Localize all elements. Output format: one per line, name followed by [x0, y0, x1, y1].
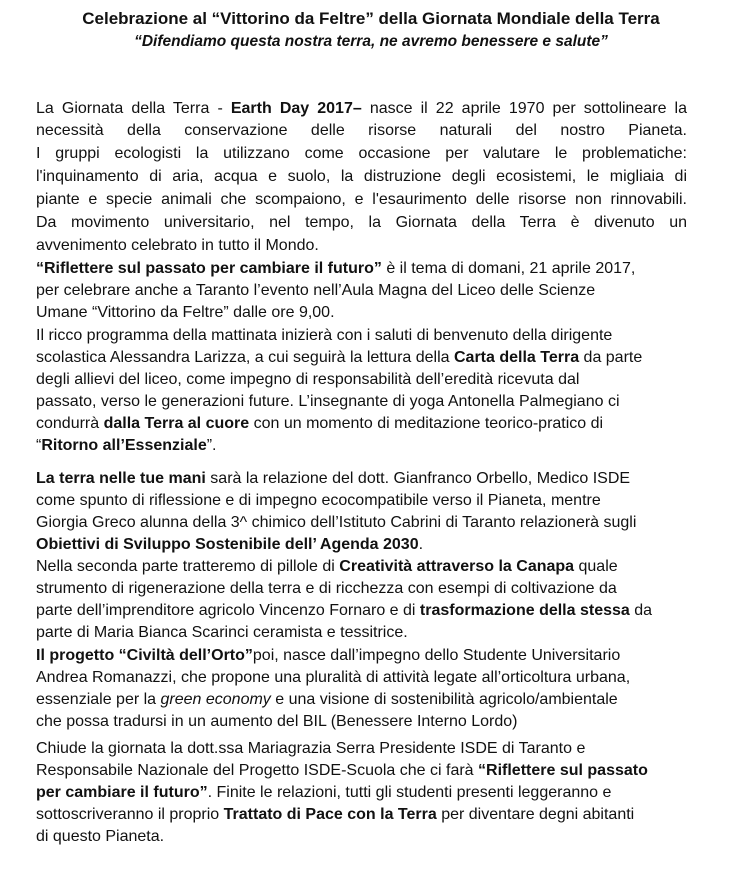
text-segment: avvenimento celebrato in tutto il Mondo. — [36, 237, 319, 254]
text-segment: Responsabile Nazionale del Progetto ISDE-Scuola che ci farà — [36, 762, 479, 779]
text-line — [36, 622, 408, 644]
text-line — [36, 143, 687, 165]
bold-text: per cambiare il futuro” — [36, 784, 208, 801]
text-segment: da parte — [579, 349, 643, 366]
text-segment: nasce il 22 aprile 1970 per sottolineare la — [361, 100, 688, 117]
bold-text: Obiettivi di Sviluppo Sostenibile dell’ Agenda 2030 — [36, 536, 419, 553]
text-line — [36, 826, 164, 848]
bold-text: “Riflettere sul passato per cambiare il futuro” — [36, 260, 382, 277]
text-line — [36, 212, 687, 234]
text-segment: Da movimento universitario, nel tempo, la Giornata della Terra è divenuto un — [36, 214, 687, 231]
text-segment: e una visione di sostenibilità agricolo/ambientale — [270, 691, 618, 708]
text-line — [36, 468, 630, 490]
text-segment: Giorgia Greco alunna della 3^ chimico dell’Istituto Cabrini di Taranto relazionerà sugli — [36, 514, 637, 531]
text-line — [36, 189, 687, 211]
italic-text: green economy — [160, 691, 271, 708]
text-segment: come spunto di riflessione e di impegno ecocompatibile verso il Pianeta, mentre — [36, 492, 601, 509]
text-line — [36, 302, 335, 324]
text-segment: . — [418, 536, 424, 553]
text-segment: poi, nasce dall’impegno dello Studente Universitario — [252, 647, 621, 664]
text-line — [36, 556, 618, 578]
text-segment: per diventare degni abitanti — [436, 806, 635, 823]
text-line — [36, 760, 648, 782]
bold-text: trasformazione della stessa — [419, 602, 630, 619]
text-segment: sarà la relazione del dott. Gianfranco Orbello, Medico ISDE — [205, 470, 631, 487]
text-line — [36, 782, 611, 804]
bold-text: dalla Terra al cuore — [103, 415, 250, 432]
text-segment: essenziale per la — [36, 691, 161, 708]
text-segment: passato, verso le generazioni future. L’insegnante di yoga Antonella Palmegiano ci — [36, 393, 620, 410]
text-line — [36, 534, 423, 556]
text-line — [36, 738, 585, 760]
text-segment: Andrea Romanazzi, che propone una pluralità di attività legate all’orticoltura urbana, — [36, 669, 631, 686]
text-line — [36, 490, 601, 512]
text-line — [36, 280, 595, 302]
text-segment: quale — [574, 558, 618, 575]
text-line — [36, 645, 620, 667]
text-segment: Chiude la giornata la dott.ssa Mariagrazia Serra Presidente ISDE di Taranto e — [36, 740, 586, 757]
text-segment: parte dell’imprenditore agricolo Vincenzo Fornaro e di — [36, 602, 420, 619]
text-segment: per celebrare anche a Taranto l’evento nell’Aula Magna del Liceo delle Scienze — [36, 282, 596, 299]
bold-text: Earth Day 2017– — [230, 100, 362, 117]
text-line — [36, 667, 630, 689]
text-segment: condurrà — [36, 415, 104, 432]
text-segment: sottoscriveranno il proprio — [36, 806, 224, 823]
bold-text: Trattato di Pace con la Terra — [223, 806, 437, 823]
text-segment: “ — [36, 437, 42, 454]
text-segment: piante e specie animali che scompaiono, e l'esaurimento delle risorse non rinnovabili. — [36, 191, 687, 208]
text-segment: necessità della conservazione delle risorse naturali del nostro Pianeta. — [36, 122, 687, 139]
bold-text: La terra nelle tue mani — [36, 470, 206, 487]
text-line — [36, 689, 618, 711]
text-segment: Nella seconda parte tratteremo di pillole di — [36, 558, 340, 575]
text-line — [36, 435, 217, 457]
text-line — [36, 98, 687, 120]
bold-text: Il progetto “Civiltà dell’Orto” — [36, 647, 253, 664]
text-segment: parte di Maria Bianca Scarinci ceramista e tessitrice. — [36, 624, 408, 641]
text-line — [36, 325, 612, 347]
text-segment: Umane “Vittorino da Feltre” dalle ore 9,00. — [36, 304, 335, 321]
text-line — [36, 235, 319, 257]
text-segment: . Finite le relazioni, tutti gli studenti presenti leggeranno e — [207, 784, 612, 801]
document-subtitle: “Difendiamo questa nostra terra, ne avremo benessere e salute” — [134, 33, 608, 50]
text-segment: La Giornata della Terra - — [36, 100, 231, 117]
text-segment: da — [629, 602, 653, 619]
text-line — [36, 166, 687, 188]
text-segment: degli allievi del liceo, come impegno di responsabilità dell’eredità ricevuta dal — [36, 371, 580, 388]
text-line — [36, 600, 652, 622]
text-line — [36, 413, 603, 435]
text-segment: con un momento di meditazione teorico-pratico di — [249, 415, 604, 432]
text-line — [36, 711, 517, 733]
text-line — [36, 512, 636, 534]
text-segment: scolastica Alessandra Larizza, a cui seguirà la lettura della — [36, 349, 454, 366]
text-segment: che possa tradursi in un aumento del BIL (Benessere Interno Lordo) — [36, 713, 518, 730]
document-title: Celebrazione al “Vittorino da Feltre” della Giornata Mondiale della Terra — [82, 9, 660, 28]
text-segment: I gruppi ecologisti la utilizzano come occasione per valutare le problematiche: — [36, 145, 687, 162]
text-line — [36, 391, 620, 413]
bold-text: Ritorno all’Essenziale — [41, 437, 207, 454]
text-segment: è il tema di domani, 21 aprile 2017, — [381, 260, 636, 277]
text-line — [36, 347, 642, 369]
bold-text: Carta della Terra — [454, 349, 580, 366]
text-segment: di questo Pianeta. — [36, 828, 165, 845]
text-line — [36, 369, 579, 391]
text-line — [36, 120, 687, 142]
bold-text: Creatività attraverso la Canapa — [339, 558, 575, 575]
text-segment: l'inquinamento di aria, acqua e suolo, la distruzione degli ecosistemi, le migliaia di — [36, 168, 687, 185]
text-segment: ”. — [206, 437, 217, 454]
text-segment: strumento di rigenerazione della terra e di ricchezza con esempi di coltivazione da — [36, 580, 617, 597]
text-line — [36, 258, 635, 280]
text-line — [36, 804, 634, 826]
text-line — [36, 578, 617, 600]
bold-text: “Riflettere sul passato — [478, 762, 648, 779]
text-segment: Il ricco programma della mattinata inizierà con i saluti di benvenuto della dirigente — [36, 327, 613, 344]
